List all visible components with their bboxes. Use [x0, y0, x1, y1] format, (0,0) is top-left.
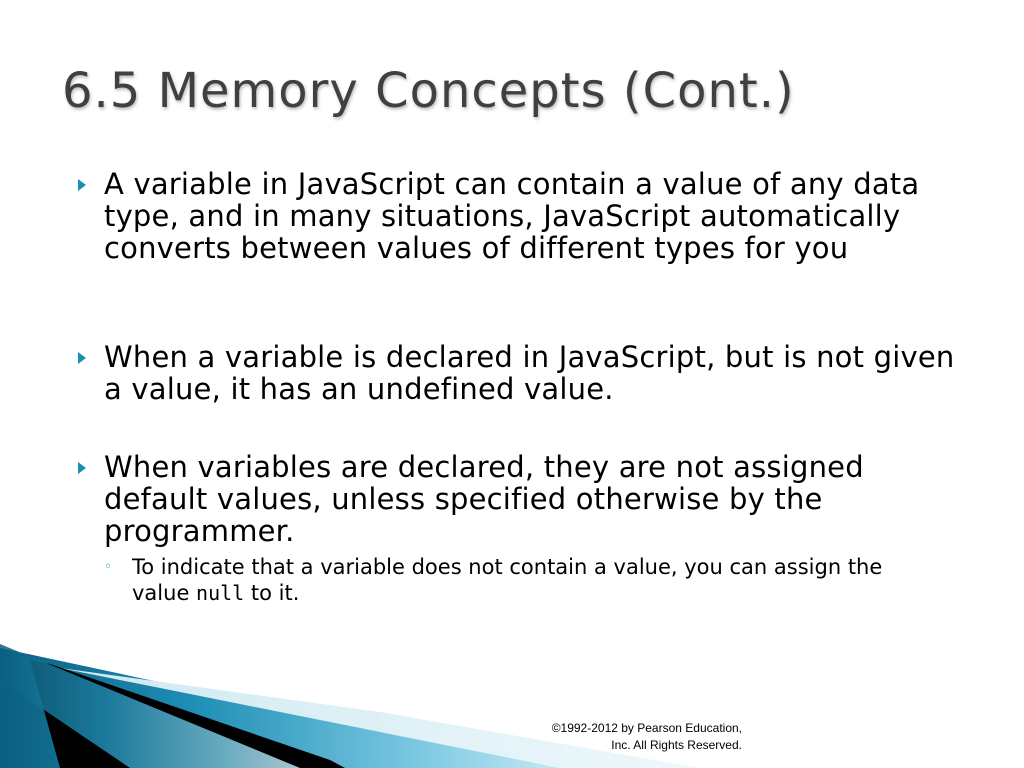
bullet-default-values: When variables are declared, they are not assigned default values, unless specified otherwise by the programmer. [104, 450, 864, 548]
triangle-bullet-icon [75, 178, 89, 192]
copyright-line-1: ©1992-2012 by Pearson Education, [551, 721, 742, 735]
triangle-bullet-icon [75, 351, 89, 365]
triangle-bullet-icon [75, 461, 89, 475]
code-null: null [196, 581, 245, 605]
sub-bullet-text-after: to it. [244, 581, 300, 605]
bullet-variable-types: A variable in JavaScript can contain a value of any data type, and in many situations, JavaScript automatically converts between values of different types for you [104, 167, 920, 265]
sub-bullet-text-before: To indicate that a variable does not contain a value, you can assign the value [132, 555, 883, 605]
copyright-notice [442, 720, 742, 754]
copyright-line-2: Inc. All Rights Reserved. [611, 738, 742, 752]
bullet-undefined-value: When a variable is declared in JavaScript, but is not given a value, it has an undefined value. [104, 340, 955, 406]
ring-bullet-icon: ◦ [104, 559, 113, 575]
sub-bullet-null [132, 554, 912, 606]
slide-title: 6.5 Memory Concepts (Cont.) [62, 63, 795, 119]
